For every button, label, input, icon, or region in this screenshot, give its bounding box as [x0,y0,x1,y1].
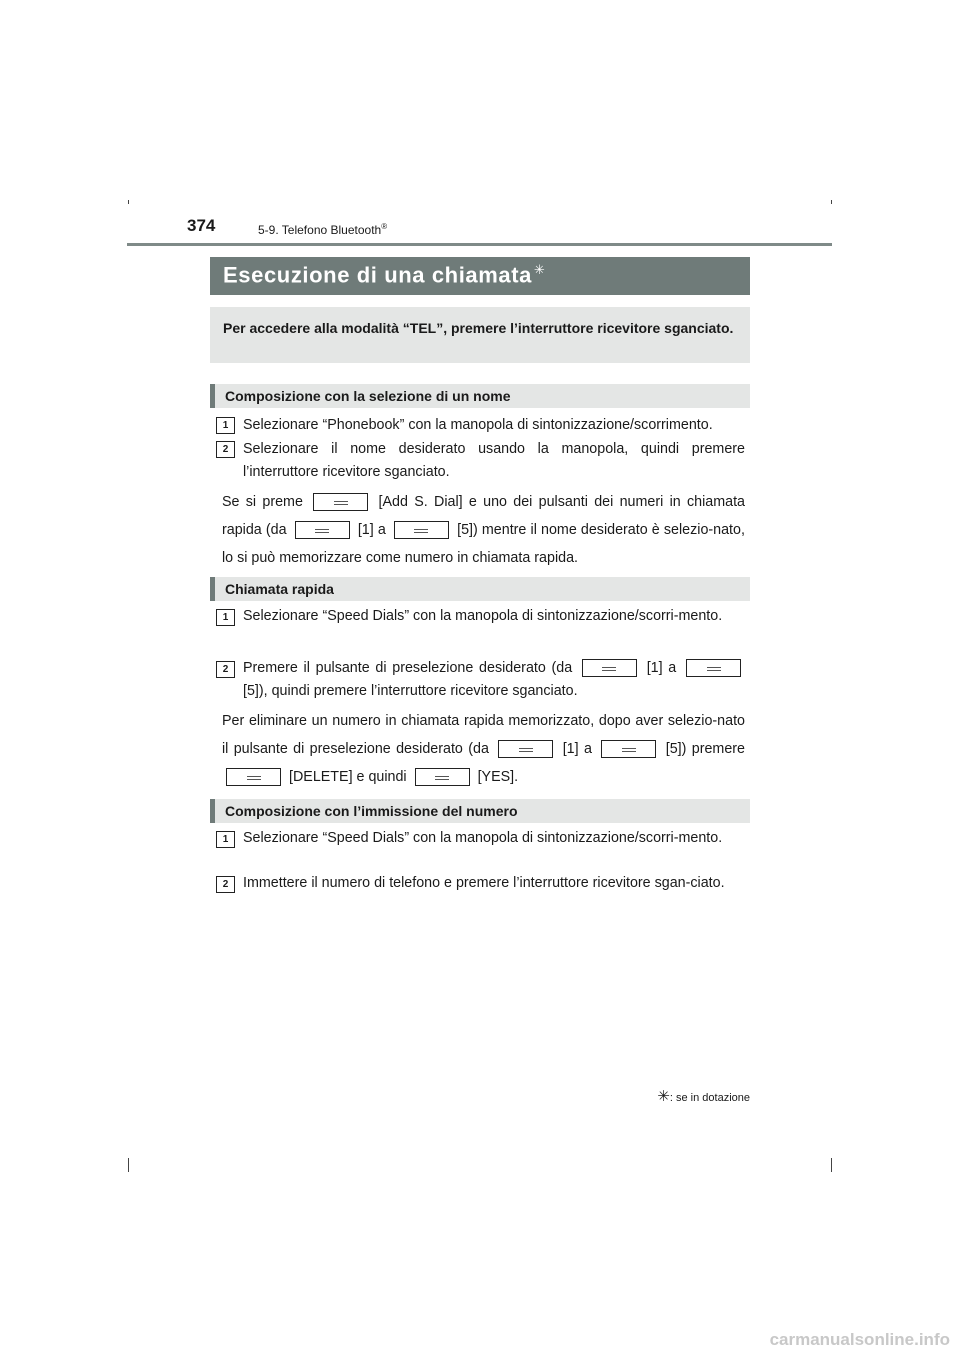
footnote-text: : se in dotazione [669,1092,750,1104]
page-number: 374 [187,216,216,235]
step-text: Selezionare il nome desiderato usando la manopola, quindi premere l’interruttore ricevitore sganciato. [243,441,745,480]
registered-mark: ® [381,222,388,231]
step-text-part: Premere il pulsante di preselezione desiderato (da [243,660,573,676]
note-text: [YES]. [477,769,519,785]
intro-box: Per accedere alla modalità “TEL”, premere l’interruttore ricevitore sganciato. [210,307,750,363]
crop-mark [128,200,129,204]
subheading-speed-dial: Chiamata rapida [210,577,750,601]
step-number-badge: 2 [216,661,235,678]
step-number-badge: 2 [216,876,235,893]
step-text [243,657,745,703]
page-title [210,257,750,295]
subheading-name-dial: Composizione con la selezione di un nome [210,384,750,408]
note-paragraph [222,488,745,572]
watermark: carmanualsonline.info [769,1330,950,1349]
preset-button-icon [601,740,656,758]
step-number-badge: 1 [216,417,235,434]
step-number-badge: 1 [216,831,235,848]
note-text: [5]) mentre il nome desiderato è selezio-nato, lo si può memorizzare come numero in chiamata rapida. [222,522,745,566]
note-text: [DELETE] e quindi [288,769,407,785]
step-number-badge: 2 [216,441,235,458]
step-number-badge: 1 [216,609,235,626]
note-text: Per eliminare un numero in chiamata rapida memorizzato, dopo aver selezio-nato il pulsante di preselezione desiderato (da [222,713,745,757]
step-text: Immettere il numero di telefono e premere l’interruttore ricevitore sgan-ciato. [243,875,725,891]
subheading-number-entry: Composizione con l’immissione del numero [210,799,750,823]
dial-button-icon [313,493,368,511]
preset-button-icon [498,740,553,758]
note-paragraph [222,707,745,791]
crop-mark [128,1158,129,1172]
step-text: Selezionare “Speed Dials” con la manopola di sintonizzazione/scorri-mento. [243,608,723,624]
note-text: [Add S. Dial] e uno dei pulsanti dei numeri in chiamata rapida (da [222,494,745,538]
delete-button-icon [226,768,281,786]
yes-button-icon [415,768,470,786]
preset-button-icon [582,659,637,677]
step-text-part: [5]), quindi premere l’interruttore ricevitore sganciato. [243,683,578,699]
crop-mark [831,200,832,204]
section-label-text: 5-9. Telefono Bluetooth [258,223,382,237]
preset-button-icon [686,659,741,677]
asterisk-icon: ✳ [534,262,546,277]
section-label [258,222,387,237]
footnote [650,1087,750,1105]
crop-mark [831,1158,832,1172]
step-text-part: [1] a [646,660,677,676]
asterisk-icon: ✳ [657,1088,670,1105]
note-text: [5]) premere [665,741,745,757]
step-text: Selezionare “Speed Dials” con la manopola di sintonizzazione/scorri-mento. [243,830,723,846]
note-text: [1] a [562,741,592,757]
dial-button-icon [295,521,350,539]
note-text: Se si preme [222,494,303,510]
page-title-text: Esecuzione di una chiamata [223,262,533,288]
header-rule [127,243,832,246]
dial-button-icon [394,521,449,539]
step-text: Selezionare “Phonebook” con la manopola di sintonizzazione/scorrimento. [243,417,713,433]
note-text: [1] a [357,522,386,538]
